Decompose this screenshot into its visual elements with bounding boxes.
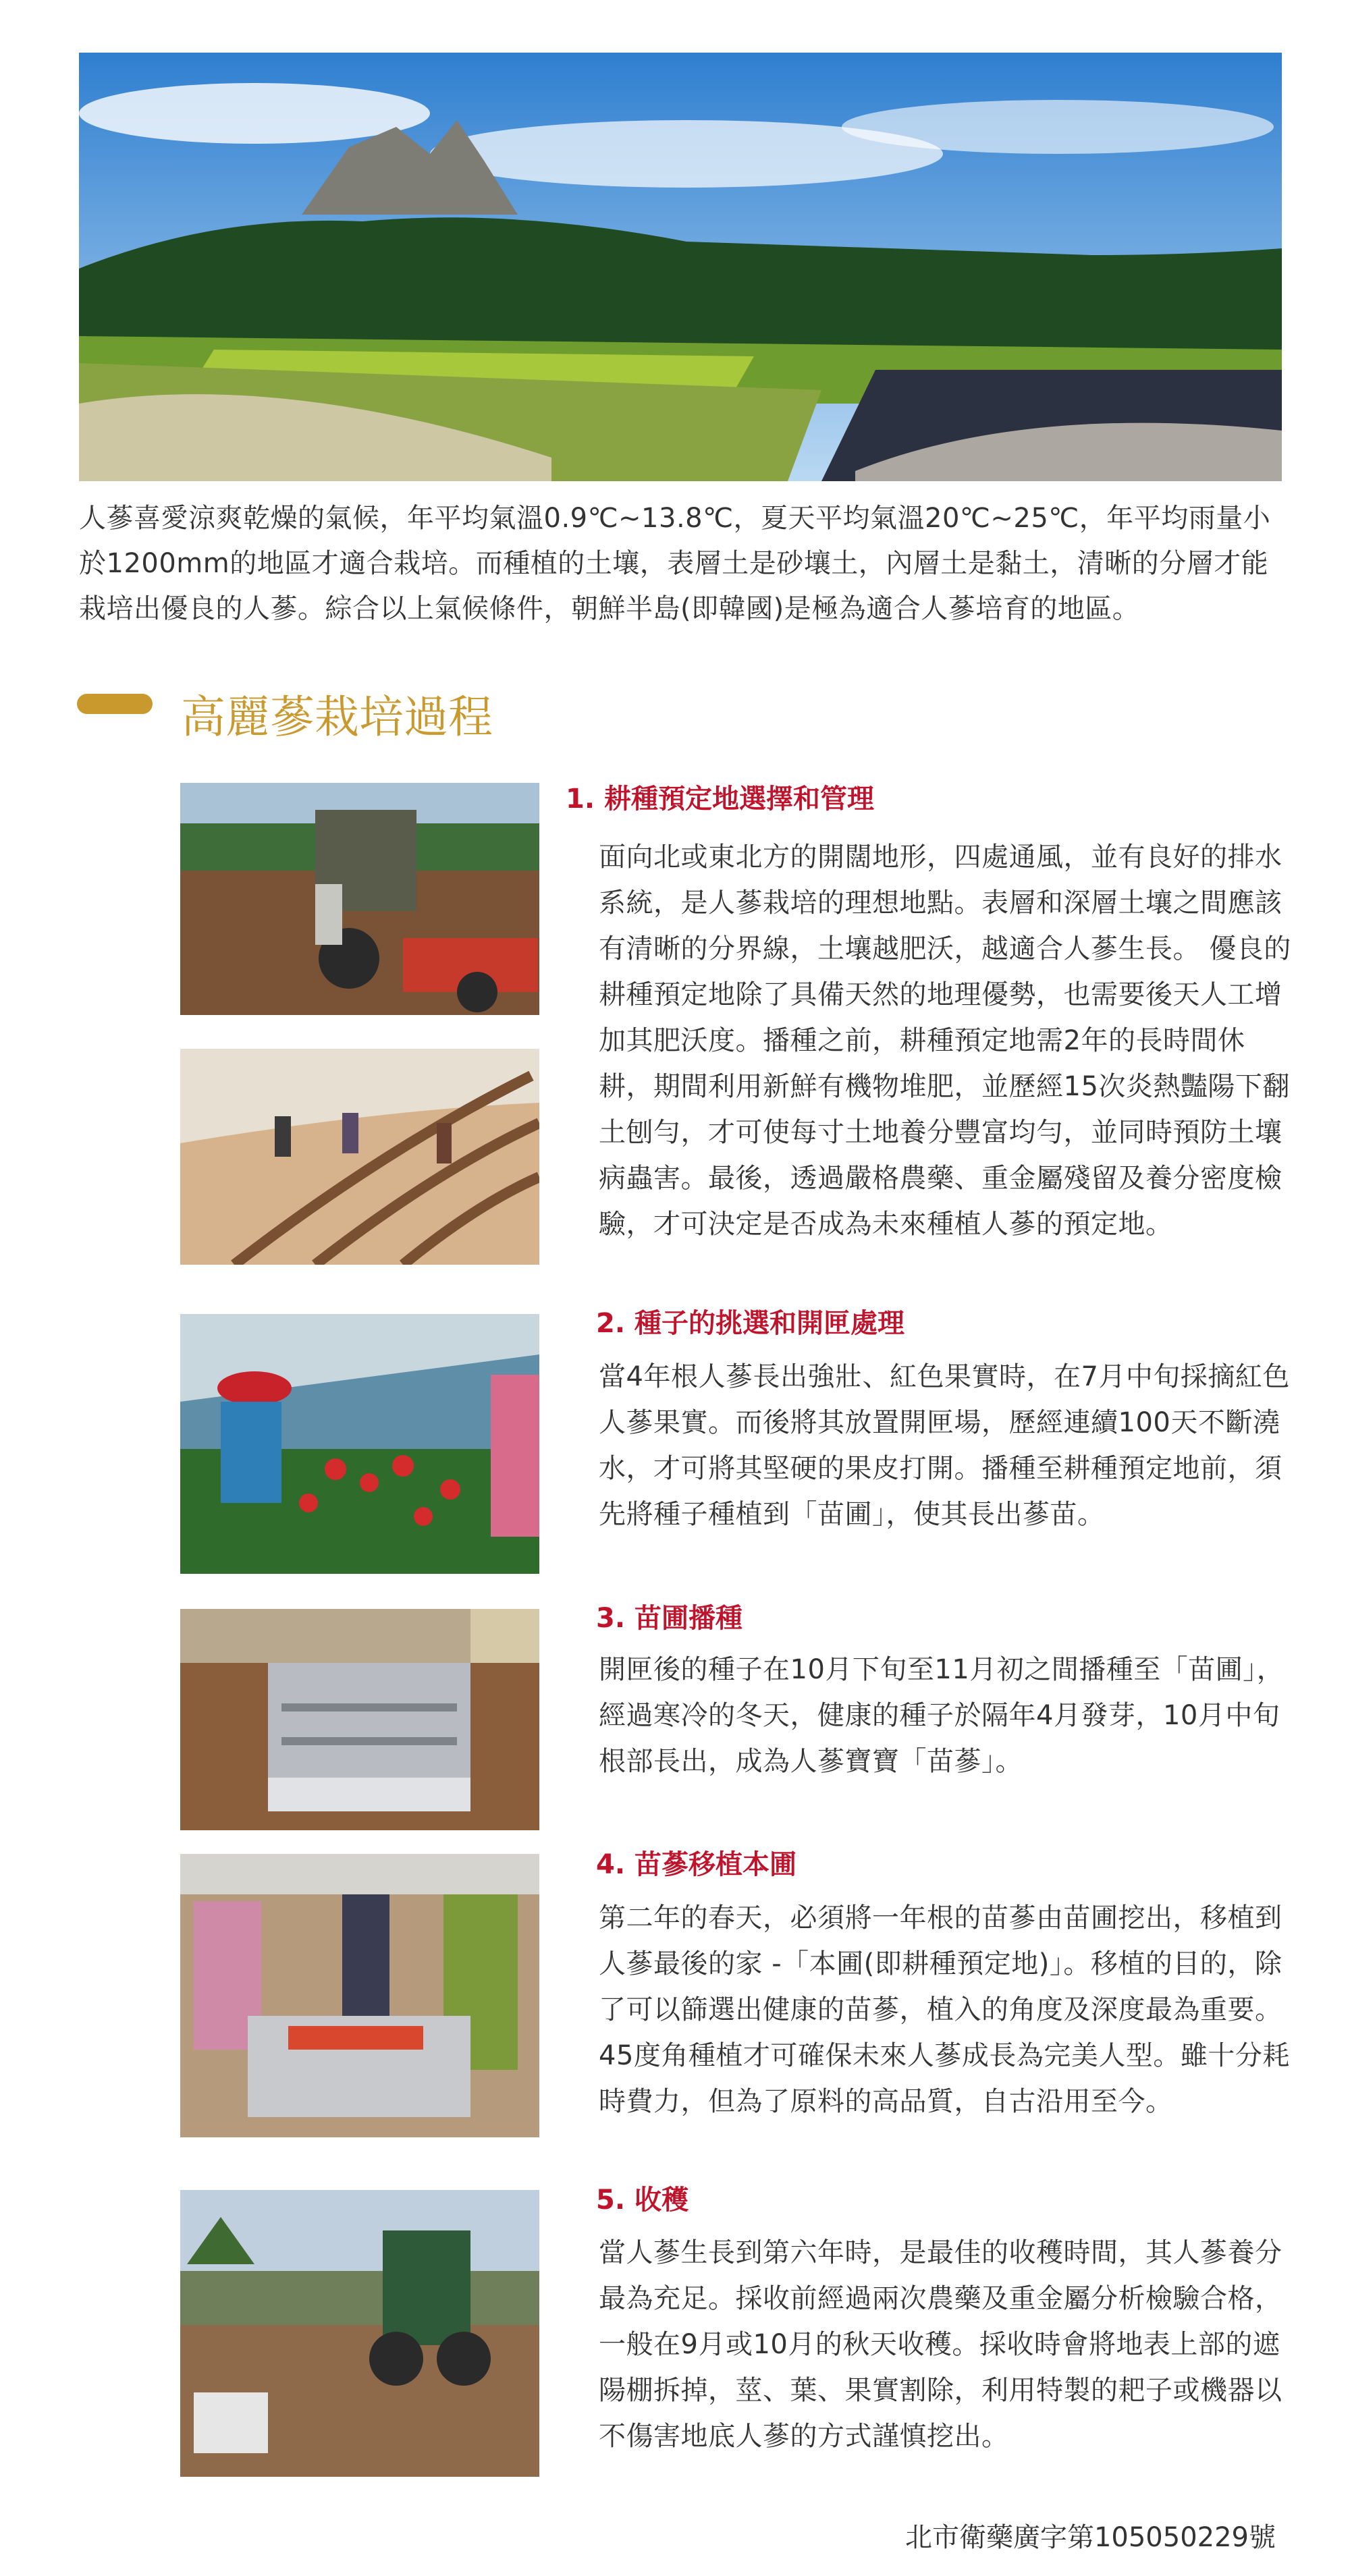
step-3-title: 3. 苗圃播種 [596,1603,742,1634]
red-berries-harvest-photo [180,1314,539,1574]
hero-landscape-photo [79,53,1282,481]
section-title: 高麗蔘栽培過程 [181,691,493,743]
step-4-title: 4. 苗蔘移植本圃 [596,1849,796,1880]
step-1-title: 1. 耕種預定地選擇和管理 [566,784,874,815]
transplanting-workers-photo [180,1854,539,2137]
seeding-machine-photo [180,1609,539,1830]
step-4-body: 第二年的春天，必須將一年根的苗蔘由苗圃挖出，移植到人蔘最後的家 -「本圃(即耕種預定地)」。移植的目的，除了可以篩選出健康的苗蔘，植入的角度及深度最為重要。45度角種植才可確保未來人蔘成長為完美人型。雖十分耗時費力，但為了原料的高品質，自古沿用至今。 [599,1902,1290,2117]
step-2-body: 當4年根人蔘長出強壯、紅色果實時，在7月中旬採摘紅色人蔘果實。而後將其放置開匣場，歷經連續100天不斷澆水，才可將其堅硬的果皮打開。播種至耕種預定地前，須先將種子種植到「苗圃」，使其長出蔘苗。 [599,1361,1290,1530]
section-accent-bar [77,694,153,714]
tractor-soil-photo [180,783,539,1015]
step-2-title: 2. 種子的挑選和開匣處理 [596,1308,905,1339]
field-tilling-photo [180,1049,539,1265]
step-5-title: 5. 收穫 [596,2185,688,2216]
license-footer: 北市衛藥廣字第105050229號 [905,2522,1276,2553]
step-1-body: 面向北或東北方的開闊地形，四處通風，並有良好的排水系統，是人蔘栽培的理想地點。表層和深層土壤之間應該有清晰的分界線，土壤越肥沃，越適合人蔘生長。 優良的耕種預定地除了具備天然的地理優勢，也需要後天人工增加其肥沃度。播種之前，耕種預定地需2年的長時間休耕，期間利用新鮮有機物堆肥，並歷經15次炎熱豔陽下翻土刨勻，才可使每寸土地養分豐富均勻，並同時預防土壤病蟲害。最後，透過嚴格農藥、重金屬殘留及養分密度檢驗，才可決定是否成為未來種植人蔘的預定地。 [599,842,1291,1240]
step-3-body: 開匣後的種子在10月下旬至11月初之間播種至「苗圃」，經過寒冷的冬天，健康的種子於隔年4月發芽，10月中旬根部長出，成為人蔘寶寶「苗蔘」。 [599,1654,1285,1777]
step-5-body: 當人蔘生長到第六年時，是最佳的收穫時間，其人蔘養分最為充足。採收前經過兩次農藥及重金屬分析檢驗合格，一般在9月或10月的秋天收穫。採收時會將地表上部的遮陽棚拆掉，莖、葉、果實割除，利用特製的耙子或機器以不傷害地底人蔘的方式謹慎挖出。 [599,2237,1282,2452]
harvest-tractor-photo [180,2190,539,2477]
intro-paragraph: 人蔘喜愛涼爽乾燥的氣候，年平均氣溫0.9℃~13.8℃，夏天平均氣溫20℃~25℃，年平均雨量小於1200mm的地區才適合栽培。而種植的土壤，表層土是砂壤土，內層土是黏土，清晰的分層才能栽培出優良的人蔘。綜合以上氣候條件，朝鮮半島(即韓國)是極為適合人蔘培育的地區。 [79,503,1271,624]
